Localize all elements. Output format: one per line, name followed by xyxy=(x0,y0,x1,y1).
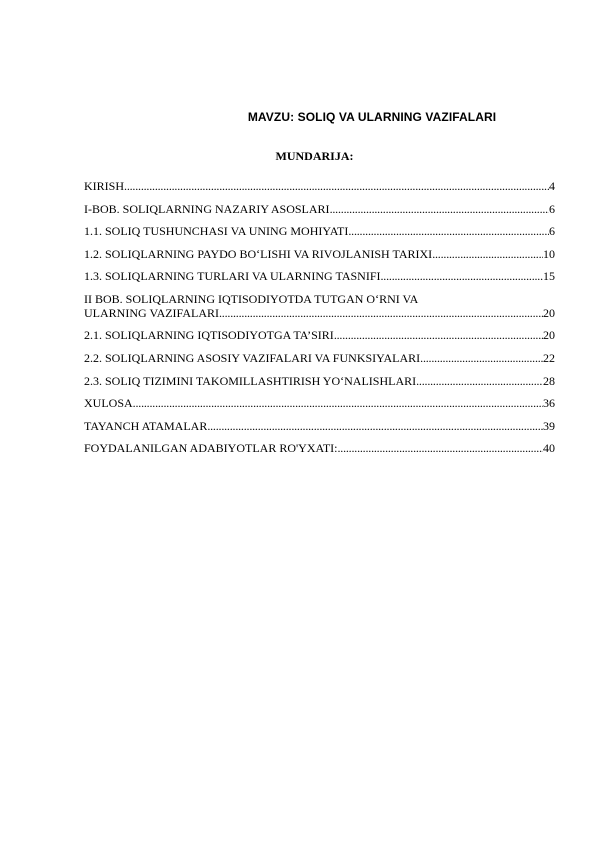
toc-entry-section-1-3[interactable] xyxy=(84,270,555,284)
toc-leader-dots xyxy=(337,442,543,456)
toc-entry-title: FOYDALANILGAN ADABIYOTLAR RO'YXATI: xyxy=(84,442,338,456)
toc-entry-line2 xyxy=(84,307,555,321)
toc-page-number: 40 xyxy=(543,441,555,456)
toc-entry-title: TAYANCH ATAMALAR xyxy=(84,419,208,433)
toc-leader-dots xyxy=(124,180,549,194)
toc-page-number: 15 xyxy=(543,269,555,284)
toc-page-number: 10 xyxy=(543,246,555,261)
toc-entry-title: 1.3. SOLIQLARNING TURLARI VA ULARNING TASNIFI xyxy=(84,270,381,284)
toc-leader-dots xyxy=(207,420,543,434)
toc-page-number: 28 xyxy=(543,373,555,388)
toc-page-number: 6 xyxy=(549,201,555,216)
contents-heading: MUNDARIJA: xyxy=(275,149,354,163)
toc-entry-title: 1.2. SOLIQLARNING PAYDO BO‘LISHI VA RIVOJLANISH TARIXI xyxy=(84,247,433,261)
toc-entry-section-2-3[interactable] xyxy=(84,375,555,389)
toc-entry-title: 1.1. SOLIQ TUSHUNCHASI VA UNING MOHIYATI xyxy=(84,225,349,239)
toc-entry-chapter-2[interactable] xyxy=(84,293,555,321)
toc-entry-title: 2.1. SOLIQLARNING IQTISODIYOTGA TA’SIRI xyxy=(84,329,334,343)
toc-entry-bibliography[interactable] xyxy=(84,442,555,456)
toc-entry-section-2-1[interactable] xyxy=(84,329,555,343)
toc-page-number: 20 xyxy=(543,328,555,343)
toc-entry-title: I-BOB. SOLIQLARNING NAZARIY ASOSLARI xyxy=(84,202,330,216)
toc-leader-dots xyxy=(381,270,544,284)
toc-entry-title: 2.2. SOLIQLARNING ASOSIY VAZIFALARI VA FUNKSIYALARI xyxy=(84,351,421,365)
toc-entry-section-2-2[interactable] xyxy=(84,352,555,366)
toc-page-number: 6 xyxy=(549,224,555,239)
toc-leader-dots xyxy=(133,397,543,411)
toc-entry-xulosa[interactable] xyxy=(84,397,555,411)
toc-page-number: 36 xyxy=(543,396,555,411)
toc-leader-dots xyxy=(334,329,543,343)
toc-leader-dots xyxy=(348,225,549,239)
toc-leader-dots xyxy=(219,307,543,321)
toc-page-number: 39 xyxy=(543,418,555,433)
toc-page-number: 22 xyxy=(543,350,555,365)
toc-entry-chapter-1[interactable] xyxy=(84,203,555,217)
toc-entry-section-1-1[interactable] xyxy=(84,225,555,239)
toc-page-number: 20 xyxy=(543,305,555,320)
toc-entry-title-line2: ULARNING VAZIFALARI xyxy=(84,306,219,320)
table-of-contents xyxy=(84,180,555,465)
toc-leader-dots xyxy=(416,375,543,389)
toc-entry-section-1-2[interactable] xyxy=(84,248,555,262)
toc-entry-title: KIRISH xyxy=(84,180,125,193)
toc-entry-tayanch-atamalar[interactable] xyxy=(84,420,555,434)
toc-leader-dots xyxy=(420,352,543,366)
toc-page-number: 4 xyxy=(549,179,555,193)
toc-leader-dots xyxy=(330,203,549,217)
document-topic: MAVZU: SOLIQ VA ULARNING VAZIFALARI xyxy=(247,110,497,124)
toc-entry-title: 2.3. SOLIQ TIZIMINI TAKOMILLASHTIRISH YO‘NALISHLARI xyxy=(84,374,417,388)
toc-entry-title-line1: II BOB. SOLIQLARNING IQTISODIYOTDA TUTGAN O‘RNI VA xyxy=(84,291,419,306)
toc-leader-dots xyxy=(432,248,543,262)
toc-entry-title: XULOSA xyxy=(84,397,133,411)
toc-entry-kirish[interactable] xyxy=(84,180,555,194)
